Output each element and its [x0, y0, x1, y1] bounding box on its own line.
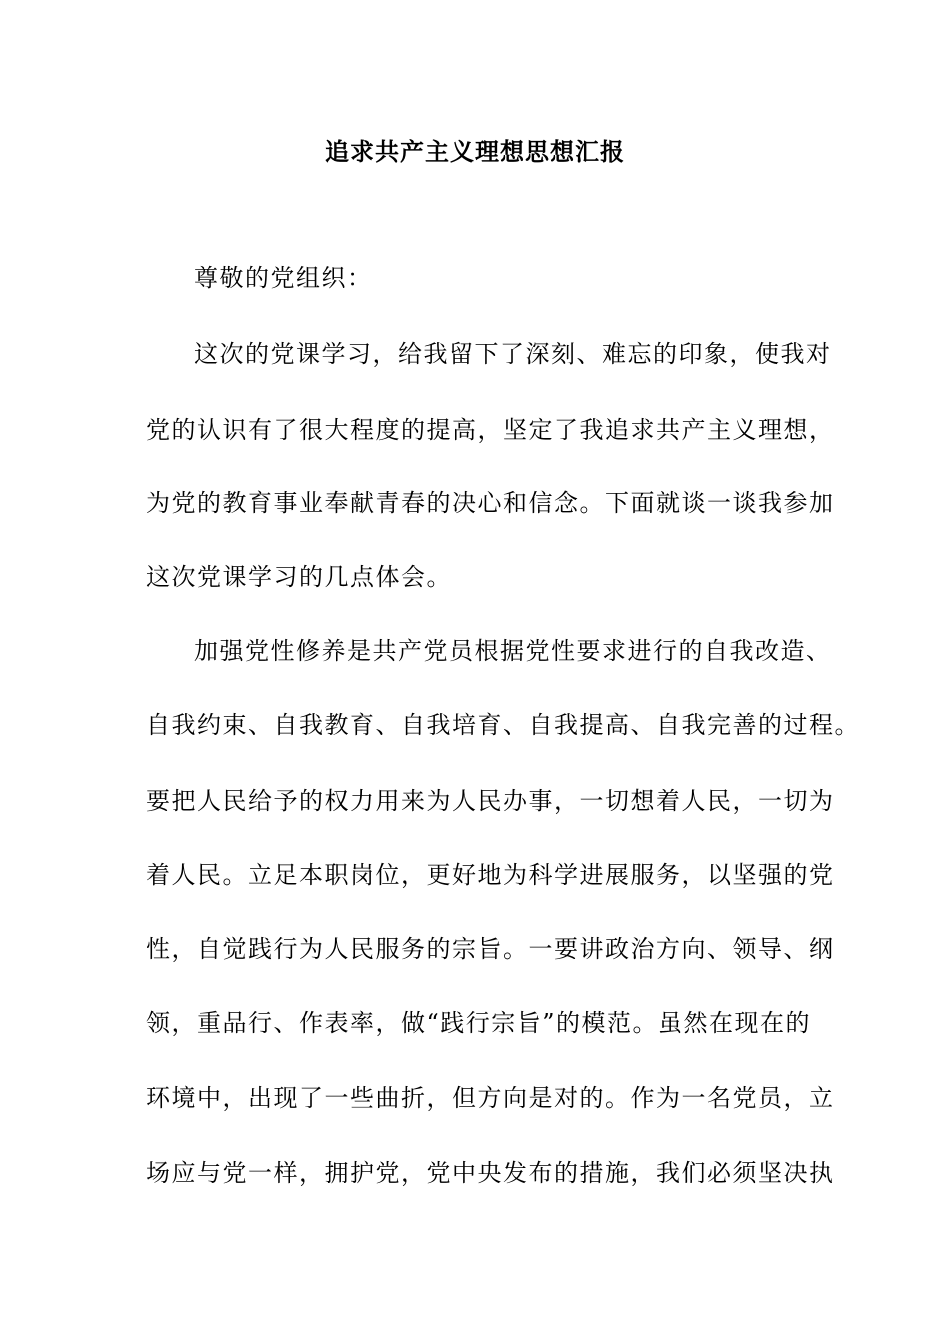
document-title: 追求共产主义理想思想汇报	[325, 137, 625, 166]
paragraph-2-line-1: 加强党性修养是共产党员根据党性要求进行的自我改造、	[194, 637, 832, 665]
paragraph-2-line-2: 自我约束、自我教育、自我培育、自我提高、自我完善的过程。	[146, 711, 860, 739]
paragraph-2-line-7: 环境中，出现了一些曲折，但方向是对的。作为一名党员，立	[146, 1084, 835, 1112]
paragraph-1-line-4: 这次党课学习的几点体会。	[146, 563, 452, 591]
paragraph-1-line-2: 党的认识有了很大程度的提高，坚定了我追求共产主义理想，	[146, 416, 835, 444]
paragraph-1-line-1: 这次的党课学习，给我留下了深刻、难忘的印象，使我对	[194, 340, 832, 368]
salutation-line: 尊敬的党组织：	[194, 264, 373, 292]
paragraph-2-line-4: 着人民。立足本职岗位，更好地为科学进展服务，以坚强的党	[146, 861, 835, 889]
paragraph-2-line-5: 性，自觉践行为人民服务的宗旨。一要讲政治方向、领导、纲	[146, 935, 835, 963]
paragraph-2-line-6: 领，重品行、作表率，做“践行宗旨”的模范。虽然在现在的	[146, 1009, 812, 1037]
paragraph-2-line-8: 场应与党一样，拥护党，党中央发布的措施，我们必须坚决执	[146, 1159, 835, 1187]
paragraph-1-line-3: 为党的教育事业奉献青春的决心和信念。下面就谈一谈我参加	[146, 489, 835, 517]
paragraph-2-line-3: 要把人民给予的权力用来为人民办事，一切想着人民，一切为	[146, 787, 835, 815]
